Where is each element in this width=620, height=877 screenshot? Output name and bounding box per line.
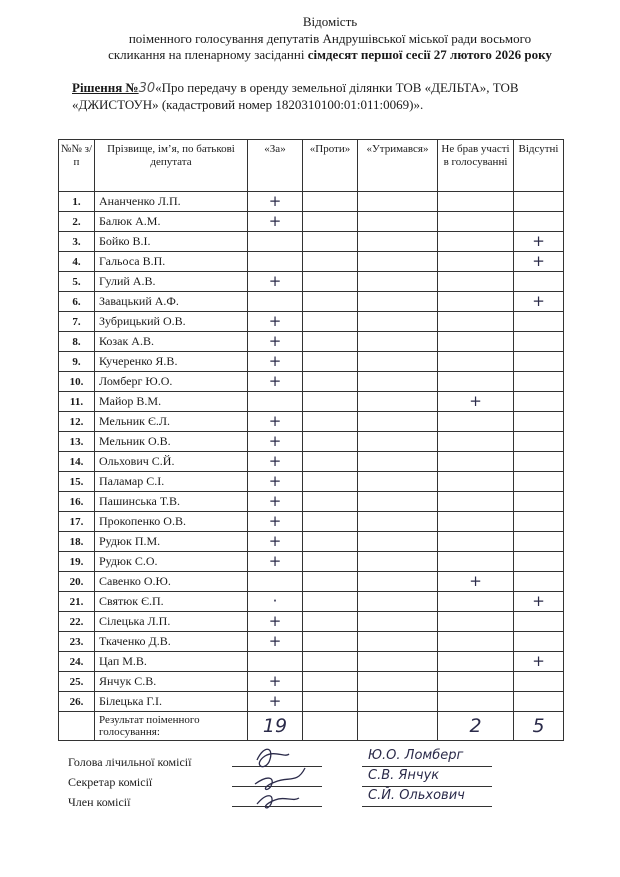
vote-absent: + xyxy=(514,652,564,672)
vote-abstain xyxy=(358,672,438,692)
vote-against xyxy=(303,292,358,312)
decision-block xyxy=(72,80,592,113)
row-number: 14. xyxy=(59,452,95,472)
vote-for: + xyxy=(248,452,303,472)
vote-absent xyxy=(514,312,564,332)
row-number: 21. xyxy=(59,592,95,612)
col-header-against: «Проти» xyxy=(303,140,358,192)
vote-abstain xyxy=(358,692,438,712)
result-not-voted: 2 xyxy=(438,712,514,741)
vote-for xyxy=(248,392,303,412)
vote-against xyxy=(303,572,358,592)
deputy-name: Паламар С.І. xyxy=(95,472,248,492)
row-number: 5. xyxy=(59,272,95,292)
result-against xyxy=(303,712,358,741)
row-number: 13. xyxy=(59,432,95,452)
deputy-name: Пашинська Т.В. xyxy=(95,492,248,512)
vote-for: + xyxy=(248,272,303,292)
row-number: 24. xyxy=(59,652,95,672)
result-blank xyxy=(59,712,95,741)
vote-abstain xyxy=(358,392,438,412)
signature-role-chair: Голова лічильної комісії xyxy=(68,755,192,769)
deputy-name: Гальоса В.П. xyxy=(95,252,248,272)
table-row xyxy=(59,352,564,372)
vote-against xyxy=(303,612,358,632)
col-header-for: «За» xyxy=(248,140,303,192)
vote-for: + xyxy=(248,632,303,652)
vote-absent xyxy=(514,432,564,452)
vote-absent: + xyxy=(514,292,564,312)
deputy-name: Ломберг Ю.О. xyxy=(95,372,248,392)
vote-absent xyxy=(514,612,564,632)
vote-against xyxy=(303,492,358,512)
signature-role-secretary: Секретар комісії xyxy=(68,775,153,789)
result-label: Результат поіменного голосування: xyxy=(95,712,248,741)
result-for: 19 xyxy=(248,712,303,741)
vote-abstain xyxy=(358,492,438,512)
vote-absent: + xyxy=(514,592,564,612)
table-row xyxy=(59,552,564,572)
deputy-name: Майор В.М. xyxy=(95,392,248,412)
table-row xyxy=(59,572,564,592)
row-number: 1. xyxy=(59,192,95,212)
vote-against xyxy=(303,512,358,532)
vote-for: + xyxy=(248,492,303,512)
vote-for: + xyxy=(248,312,303,332)
vote-not-voted: + xyxy=(438,572,514,592)
row-number: 9. xyxy=(59,352,95,372)
vote-absent xyxy=(514,632,564,652)
vote-not-voted xyxy=(438,612,514,632)
vote-against xyxy=(303,672,358,692)
row-number: 20. xyxy=(59,572,95,592)
vote-absent xyxy=(514,552,564,572)
vote-absent xyxy=(514,212,564,232)
decision-number: 30 xyxy=(138,81,156,96)
result-abstain xyxy=(358,712,438,741)
vote-absent xyxy=(514,452,564,472)
vote-against xyxy=(303,652,358,672)
col-header-number: №№ з/п xyxy=(59,140,95,192)
vote-not-voted xyxy=(438,352,514,372)
vote-for: + xyxy=(248,512,303,532)
vote-against xyxy=(303,432,358,452)
vote-against xyxy=(303,552,358,572)
vote-not-voted xyxy=(438,372,514,392)
table-row xyxy=(59,432,564,452)
vote-abstain xyxy=(358,472,438,492)
vote-absent: + xyxy=(514,232,564,252)
deputy-name: Цап М.В. xyxy=(95,652,248,672)
col-header-name: Прізвище, ім’я, по батькові депутата xyxy=(95,140,248,192)
signature-name-member: С.Й. Ольхович xyxy=(368,788,465,803)
vote-against xyxy=(303,532,358,552)
vote-not-voted xyxy=(438,272,514,292)
deputy-name: Ольхович С.Й. xyxy=(95,452,248,472)
row-number: 16. xyxy=(59,492,95,512)
session-line-prefix: скликання на пленарному засіданні xyxy=(108,47,305,62)
vote-absent xyxy=(514,412,564,432)
vote-abstain xyxy=(358,412,438,432)
row-number: 26. xyxy=(59,692,95,712)
vote-against xyxy=(303,412,358,432)
vote-absent xyxy=(514,532,564,552)
vote-against xyxy=(303,392,358,412)
deputy-name: Мельник Є.Л. xyxy=(95,412,248,432)
vote-for: + xyxy=(248,472,303,492)
vote-for: + xyxy=(248,612,303,632)
vote-for xyxy=(248,252,303,272)
row-number: 22. xyxy=(59,612,95,632)
signature-name-chair: Ю.О. Ломберг xyxy=(368,748,464,763)
table-row xyxy=(59,272,564,292)
row-number: 23. xyxy=(59,632,95,652)
table-row xyxy=(59,612,564,632)
vote-for: + xyxy=(248,432,303,452)
vote-abstain xyxy=(358,192,438,212)
decision-label: Рішення № xyxy=(72,80,139,95)
vote-abstain xyxy=(358,512,438,532)
vote-abstain xyxy=(358,332,438,352)
vote-for: + xyxy=(248,332,303,352)
vote-not-voted xyxy=(438,232,514,252)
deputy-name: Сілецька Л.П. xyxy=(95,612,248,632)
vote-not-voted xyxy=(438,632,514,652)
vote-not-voted xyxy=(438,552,514,572)
table-row xyxy=(59,452,564,472)
table-row xyxy=(59,412,564,432)
vote-not-voted xyxy=(438,472,514,492)
vote-absent xyxy=(514,372,564,392)
vote-not-voted xyxy=(438,212,514,232)
vote-for: + xyxy=(248,372,303,392)
vote-not-voted xyxy=(438,292,514,312)
vote-against xyxy=(303,192,358,212)
signature-role-member: Член комісії xyxy=(68,795,131,809)
vote-against xyxy=(303,472,358,492)
table-row xyxy=(59,592,564,612)
vote-absent xyxy=(514,192,564,212)
vote-not-voted xyxy=(438,332,514,352)
vote-absent xyxy=(514,472,564,492)
row-number: 10. xyxy=(59,372,95,392)
vote-absent xyxy=(514,352,564,372)
deputy-name: Прокопенко О.В. xyxy=(95,512,248,532)
row-number: 11. xyxy=(59,392,95,412)
vote-not-voted: + xyxy=(438,392,514,412)
col-header-absent: Відсутні xyxy=(514,140,564,192)
vote-absent xyxy=(514,512,564,532)
vote-for: + xyxy=(248,212,303,232)
session-line-bold: сімдесят першої сесії 27 лютого 2026 року xyxy=(307,47,552,62)
vote-for: + xyxy=(248,552,303,572)
vote-not-voted xyxy=(438,652,514,672)
table-row xyxy=(59,392,564,412)
vote-against xyxy=(303,352,358,372)
deputy-name: Балюк А.М. xyxy=(95,212,248,232)
vote-against xyxy=(303,312,358,332)
deputy-name: Зубрицький О.В. xyxy=(95,312,248,332)
vote-against xyxy=(303,272,358,292)
table-row xyxy=(59,192,564,212)
vote-abstain xyxy=(358,212,438,232)
result-absent: 5 xyxy=(514,712,564,741)
vote-not-voted xyxy=(438,692,514,712)
row-number: 18. xyxy=(59,532,95,552)
vote-absent xyxy=(514,572,564,592)
handwritten-signatures-image xyxy=(245,738,325,813)
vote-against xyxy=(303,252,358,272)
table-header-row xyxy=(59,140,564,192)
table-row xyxy=(59,512,564,532)
vote-not-voted xyxy=(438,412,514,432)
vote-not-voted xyxy=(438,252,514,272)
deputy-name: Ткаченко Д.В. xyxy=(95,632,248,652)
table-row xyxy=(59,292,564,312)
vote-absent xyxy=(514,672,564,692)
row-number: 17. xyxy=(59,512,95,532)
vote-for: · xyxy=(248,592,303,612)
table-row xyxy=(59,212,564,232)
vote-against xyxy=(303,232,358,252)
table-row xyxy=(59,692,564,712)
table-row xyxy=(59,472,564,492)
vote-for: + xyxy=(248,532,303,552)
vote-not-voted xyxy=(438,492,514,512)
vote-against xyxy=(303,692,358,712)
vote-abstain xyxy=(358,592,438,612)
row-number: 7. xyxy=(59,312,95,332)
deputy-name: Савенко О.Ю. xyxy=(95,572,248,592)
vote-abstain xyxy=(358,532,438,552)
vote-against xyxy=(303,452,358,472)
table-body xyxy=(59,192,564,712)
vote-not-voted xyxy=(438,672,514,692)
vote-absent xyxy=(514,492,564,512)
vote-for xyxy=(248,572,303,592)
vote-abstain xyxy=(358,452,438,472)
vote-not-voted xyxy=(438,312,514,332)
row-number: 19. xyxy=(59,552,95,572)
vote-abstain xyxy=(358,312,438,332)
row-number: 4. xyxy=(59,252,95,272)
table-row xyxy=(59,652,564,672)
deputy-name: Кучеренко Я.В. xyxy=(95,352,248,372)
vote-against xyxy=(303,212,358,232)
table-row xyxy=(59,532,564,552)
vote-abstain xyxy=(358,272,438,292)
row-number: 25. xyxy=(59,672,95,692)
vote-abstain xyxy=(358,612,438,632)
result-row xyxy=(59,712,564,741)
vote-absent xyxy=(514,392,564,412)
vote-absent xyxy=(514,332,564,352)
table-row xyxy=(59,492,564,512)
vote-against xyxy=(303,632,358,652)
vote-abstain xyxy=(358,432,438,452)
row-number: 3. xyxy=(59,232,95,252)
vote-against xyxy=(303,592,358,612)
row-number: 15. xyxy=(59,472,95,492)
deputy-name: Янчук С.В. xyxy=(95,672,248,692)
name-line-member xyxy=(362,806,492,807)
vote-abstain xyxy=(358,252,438,272)
vote-absent xyxy=(514,692,564,712)
vote-against xyxy=(303,372,358,392)
vote-for: + xyxy=(248,692,303,712)
table-row xyxy=(59,372,564,392)
deputy-name: Гулий А.В. xyxy=(95,272,248,292)
vote-for: + xyxy=(248,412,303,432)
vote-abstain xyxy=(358,572,438,592)
name-line-secretary xyxy=(362,786,492,787)
vote-not-voted xyxy=(438,452,514,472)
document-title: Відомість xyxy=(302,14,358,29)
deputy-name: Ананченко Л.П. xyxy=(95,192,248,212)
deputy-name: Святюк Є.П. xyxy=(95,592,248,612)
col-header-abstain: «Утримався» xyxy=(358,140,438,192)
row-number: 6. xyxy=(59,292,95,312)
signature-name-secretary: С.В. Янчук xyxy=(368,768,440,783)
deputy-name: Мельник О.В. xyxy=(95,432,248,452)
vote-absent xyxy=(514,272,564,292)
deputy-name: Білецька Г.І. xyxy=(95,692,248,712)
vote-against xyxy=(303,332,358,352)
vote-abstain xyxy=(358,352,438,372)
vote-for: + xyxy=(248,192,303,212)
vote-abstain xyxy=(358,652,438,672)
vote-abstain xyxy=(358,232,438,252)
voting-table xyxy=(58,139,564,741)
deputy-name: Бойко В.І. xyxy=(95,232,248,252)
table-row xyxy=(59,672,564,692)
vote-abstain xyxy=(358,372,438,392)
document-subtitle: поіменного голосування депутатів Андрушівської міської ради восьмого xyxy=(128,31,532,46)
table-row xyxy=(59,332,564,352)
deputy-name: Завацький А.Ф. xyxy=(95,292,248,312)
vote-not-voted xyxy=(438,532,514,552)
session-line xyxy=(60,47,600,63)
table-row xyxy=(59,312,564,332)
vote-for xyxy=(248,292,303,312)
table-row xyxy=(59,632,564,652)
col-header-not-voted: Не брав участі в голосуванні xyxy=(438,140,514,192)
row-number: 2. xyxy=(59,212,95,232)
vote-abstain xyxy=(358,552,438,572)
decision-text: «Про передачу в оренду земельної ділянки ТОВ «ДЕЛЬТА», ТОВ «ДЖИСТОУН» (кадастровий номер 1820310100:01:011:0069)». xyxy=(72,80,519,112)
vote-not-voted xyxy=(438,192,514,212)
table-row xyxy=(59,252,564,272)
deputy-name: Рудюк С.О. xyxy=(95,552,248,572)
deputy-name: Рудюк П.М. xyxy=(95,532,248,552)
table-row xyxy=(59,232,564,252)
vote-not-voted xyxy=(438,432,514,452)
vote-for: + xyxy=(248,672,303,692)
vote-abstain xyxy=(358,292,438,312)
deputy-name: Козак А.В. xyxy=(95,332,248,352)
vote-absent: + xyxy=(514,252,564,272)
vote-for xyxy=(248,232,303,252)
vote-abstain xyxy=(358,632,438,652)
vote-not-voted xyxy=(438,512,514,532)
row-number: 8. xyxy=(59,332,95,352)
name-line-chair xyxy=(362,766,492,767)
vote-for xyxy=(248,652,303,672)
vote-not-voted xyxy=(438,592,514,612)
vote-for: + xyxy=(248,352,303,372)
row-number: 12. xyxy=(59,412,95,432)
